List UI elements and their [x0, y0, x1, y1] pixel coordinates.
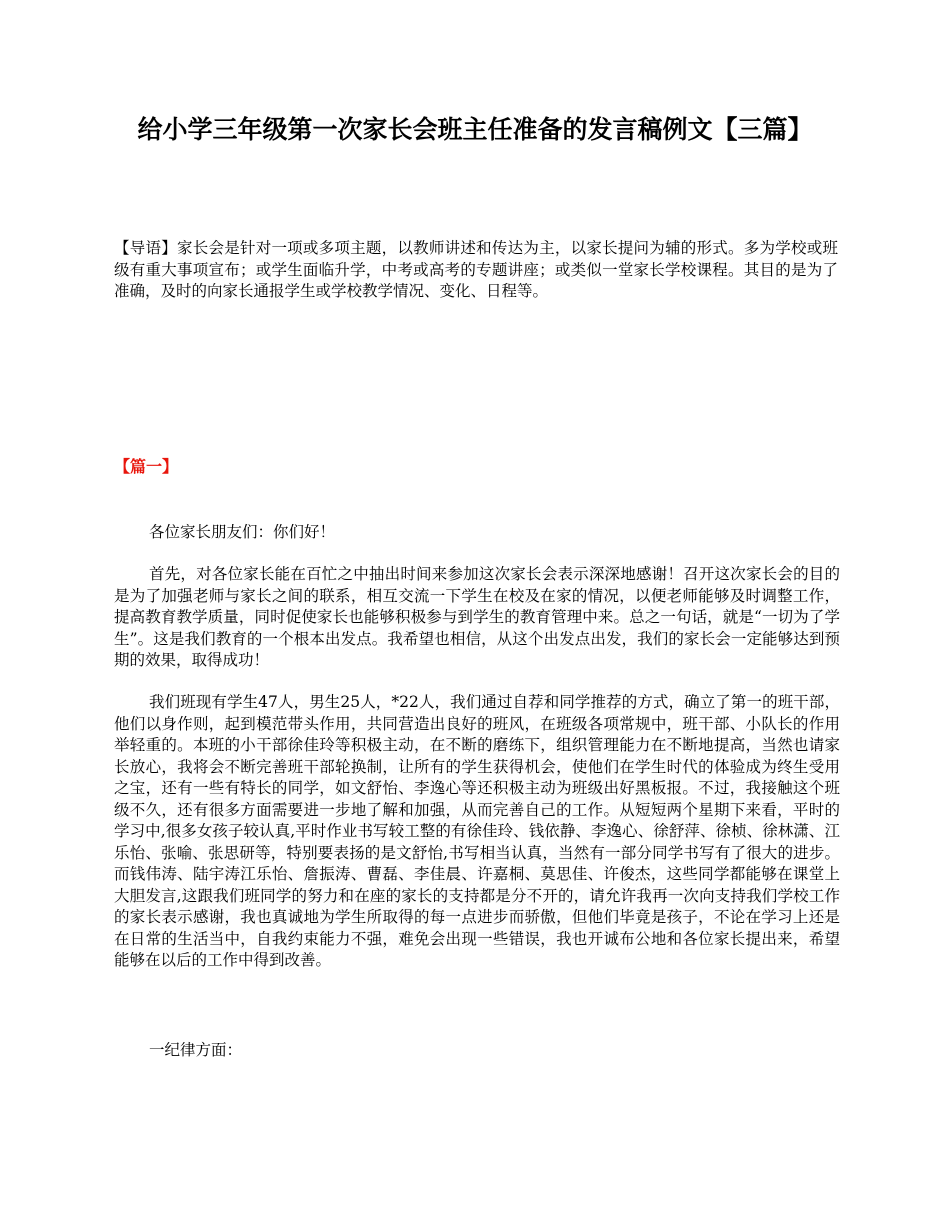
intro-paragraph: 【导语】家长会是针对一项或多项主题，以教师讲述和传达为主，以家长提问为辅的形式。多为学校或班级有重大事项宣布；或学生面临升学，中考或高考的专题讲座；或类似一堂家长学校课程。其目的是为了准确，及时的向家长通报学生或学校教学情况、变化、日程等。	[114, 239, 838, 300]
greeting-paragraph: 各位家长朋友们：你们好！	[149, 523, 336, 541]
body-paragraph-1: 首先，对各位家长能在百忙之中抽出时间来参加这次家长会表示深深地感谢！召开这次家长会的目的是为了加强老师与家长之间的联系，相互交流一下学生在校及在家的情况，以便老师能够及时调整工作，提高教育教学质量，同时促使家长也能够积极参与到学生的教育管理中来。总之一句话，就是“一切为了学生”。这是我们教育的一个根本出发点。我希望也相信，从这个出发点出发，我们的家长会一定能够达到预期的效果，取得成功！	[114, 565, 840, 669]
section-heading: 【篇一】	[114, 457, 179, 476]
document-title: 给小学三年级第一次家长会班主任准备的发言稿例文【三篇】	[137, 115, 813, 144]
body-paragraph-3: 一纪律方面：	[149, 1041, 243, 1059]
body-paragraph-2: 我们班现有学生47人，男生25人，*22人，我们通过自荐和同学推荐的方式，确立了第一的班干部，他们以身作则，起到模范带头作用，共同营造出良好的班风，在班级各项常规中，班干部、小队长的作用举轻重的。本班的小干部徐佳玲等积极主动，在不断的磨练下，组织管理能力在不断地提高，当然也请家长放心，我将会不断完善班干部轮换制，让所有的学生获得机会，使他们在学生时代的体验成为终生受用之宝，还有一些有特长的同学，如文舒怡、李逸心等还积极主动为班级出好黑板报。不过，我接触这个班级不久，还有很多方面需要进一步地了解和加强，从而完善自己的工作。从短短两个星期下来看，平时的学习中,很多女孩子较认真,平时作业书写较工整的有徐佳玲、钱依静、李逸心、徐舒萍、徐桢、徐林潇、江乐怡、张喻、张思研等，特别要表扬的是文舒怡,书写相当认真，当然有一部分同学书写有了很大的进步。而钱伟涛、陆宇涛江乐怡、詹振涛、曹磊、李佳晨、许嘉桐、莫思佳、许俊杰，这些同学都能够在课堂上大胆发言,这跟我们班同学的努力和在座的家长的支持都是分不开的，请允许我再一次向支持我们学校工作的家长表示感谢，我也真诚地为学生所取得的每一点进步而骄傲，但他们毕竟是孩子，不论在学习上还是在日常的生活当中，自我约束能力不强，难免会出现一些错误，我也开诚布公地和各位家长提出来，希望能够在以后的工作中得到改善。	[114, 693, 840, 969]
